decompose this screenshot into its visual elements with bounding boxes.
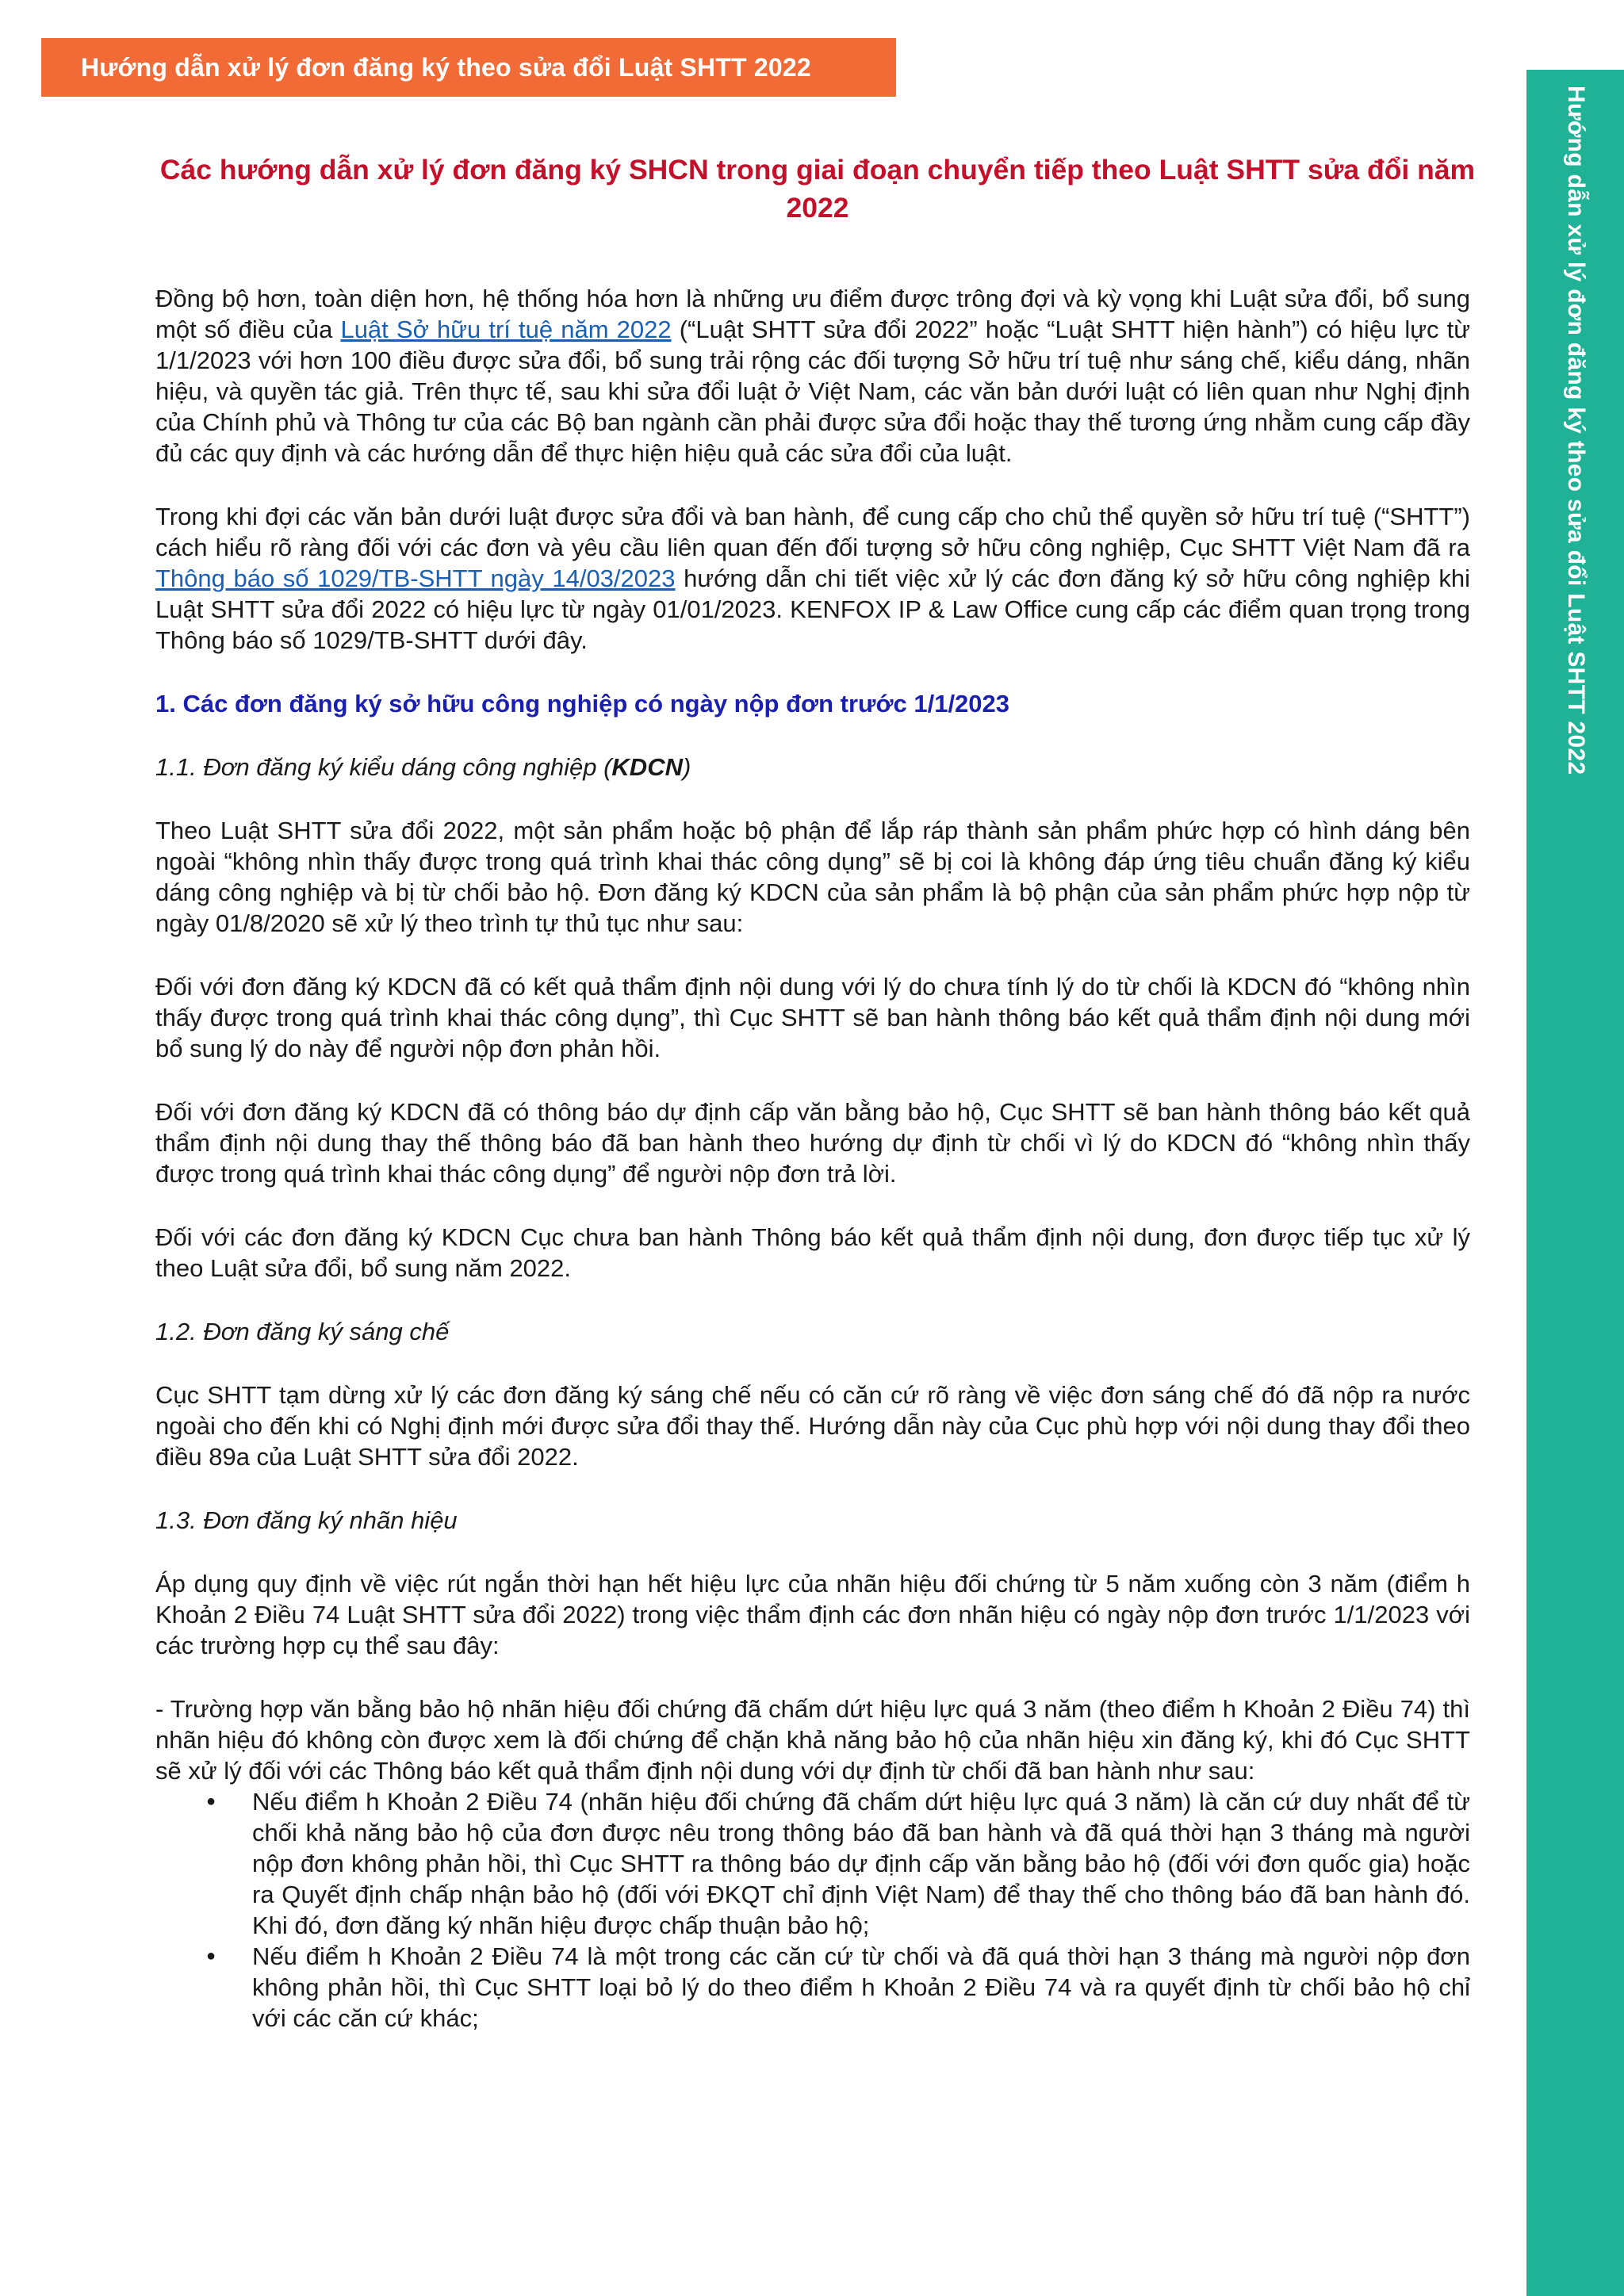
subsection-1-2-heading: 1.2. Đơn đăng ký sáng chế bbox=[155, 1318, 450, 1345]
intro-text-after: (“Luật SHTT sửa đổi 2022” hoặc “Luật SHTT hiện hành”) có hiệu lực từ 1/1/2023 với hơn 100 điều được sửa đổi, bổ sung trải rộng các đối tượng Sở hữu trí tuệ như sáng chế, kiểu dáng, nhãn hiệu, và quyền tác giả. Trên thực tế, sau khi sửa đổi luật ở Việt Nam, các văn bản dưới luật có liên quan như Nghị định của Chính phủ và Thông tư của các Bộ ban ngành cần phải được sửa đổi hoặc thay thế tương ứng nhằm cung cấp đầy đủ các quy định và các hướng dẫn để thực hiện hiệu quả các sửa đổi của luật. bbox=[155, 316, 1470, 467]
subsection-1-1-text: 1.1. Đơn đăng ký kiểu dáng công nghiệp ( bbox=[155, 753, 612, 781]
subsection-1-1-close: ) bbox=[682, 753, 691, 781]
document-title: Các hướng dẫn xử lý đơn đăng ký SHCN trong giai đoạn chuyển tiếp theo Luật SHTT sửa đổi năm 2022 bbox=[159, 154, 1476, 224]
side-tab-label: Hướng dẫn xử lý đơn đăng ký theo sửa đổi Luật SHTT 2022 bbox=[1563, 86, 1589, 775]
header-tab bbox=[41, 38, 896, 97]
intro-text-before: Đồng bộ hơn, toàn diện hơn, hệ thống hóa hơn là những ưu điểm được trông đợi và kỳ vọng khi Luật sửa đổi, bổ sung một số điều của bbox=[155, 285, 1470, 343]
list-item: ● Nếu điểm h Khoản 2 Điều 74 là một trong các căn cứ từ chối và đã quá thời hạn 3 tháng mà người nộp đơn không phản hồi, thì Cục SHTT loại bỏ lý do theo điểm h Khoản 2 Điều 74 và ra quyết định từ chối bảo hộ chỉ với các căn cứ khác; bbox=[252, 1941, 1470, 2034]
list-item: ● Nếu điểm h Khoản 2 Điều 74 (nhãn hiệu đối chứng đã chấm dứt hiệu lực quá 3 năm) là căn cứ duy nhất để từ chối khả năng bảo hộ của đơn được nêu trong thông báo đã ban hành và đã quá thời hạn 3 tháng mà người nộp đơn không phản hồi, thì Cục SHTT ra thông báo dự định cấp văn bằng bảo hộ (đối với đơn quốc gia) hoặc ra Quyết định chấp nhận bảo hộ (đối với ĐKQT chỉ định Việt Nam) để thay thế cho thông báo đã ban hành đó. Khi đó, đơn đăng ký nhãn hiệu được chấp thuận bảo hộ; bbox=[252, 1786, 1470, 1941]
paragraph-1-2: Cục SHTT tạm dừng xử lý các đơn đăng ký sáng chế nếu có căn cứ rõ ràng về việc đơn sáng chế đó đã nộp ra nước ngoài cho đến khi có Nghị định mới được sửa đổi thay thế. Hướng dẫn này của Cục phù hợp với nội dung thay đổi theo điều 89a của Luật SHTT sửa đổi 2022. bbox=[155, 1381, 1470, 1471]
notice-link[interactable]: Thông báo số 1029/TB-SHTT ngày 14/03/2023 bbox=[155, 564, 676, 592]
paragraph-1-1-b: Đối với đơn đăng ký KDCN đã có kết quả thẩm định nội dung với lý do chưa tính lý do từ chối là KDCN đó “không nhìn thấy được trong quá trình khai thác công dụng”, thì Cục SHTT sẽ ban hành thông báo kết quả thẩm định nội dung mới bổ sung lý do này để người nộp đơn phản hồi. bbox=[155, 973, 1470, 1062]
header-tab-label: Hướng dẫn xử lý đơn đăng ký theo sửa đổi Luật SHTT 2022 bbox=[81, 52, 811, 82]
section-1-heading: 1. Các đơn đăng ký sở hữu công nghiệp có ngày nộp đơn trước 1/1/2023 bbox=[155, 690, 1010, 718]
notice-paragraph bbox=[155, 501, 1470, 656]
paragraph-1-3-b: - Trường hợp văn bằng bảo hộ nhãn hiệu đối chứng đã chấm dứt hiệu lực quá 3 năm (theo điểm h Khoản 2 Điều 74) thì nhãn hiệu đó không còn được xem là đối chứng để chặn khả năng bảo hộ của nhãn hiệu xin đăng ký, khi đó Cục SHTT sẽ xử lý đối với các Thông báo kết quả thẩm định nội dung với dự định từ chối đã ban hành như sau: bbox=[155, 1695, 1470, 1785]
side-tab bbox=[1526, 70, 1624, 2296]
notice-text-after: hướng dẫn chi tiết việc xử lý các đơn đăng ký sở hữu công nghiệp khi Luật SHTT sửa đổi 2022 có hiệu lực từ ngày 01/01/2023. KENFOX IP & Law Office cung cấp các điểm quan trọng trong Thông báo số 1029/TB-SHTT dưới đây. bbox=[155, 564, 1470, 654]
subsection-1-1-bold: KDCN bbox=[611, 753, 683, 781]
paragraph-1-1-a: Theo Luật SHTT sửa đổi 2022, một sản phẩm hoặc bộ phận để lắp ráp thành sản phẩm phức hợp có hình dáng bên ngoài “không nhìn thấy được trong quá trình khai thác công dụng” sẽ bị coi là không đáp ứng tiêu chuẩn đăng ký kiểu dáng công nghiệp và bị từ chối bảo hộ. Đơn đăng ký KDCN của sản phẩm là bộ phận của sản phẩm phức hợp nộp từ ngày 01/8/2020 sẽ xử lý theo trình tự thủ tục như sau: bbox=[155, 817, 1470, 937]
subsection-1-3-heading: 1.3. Đơn đăng ký nhãn hiệu bbox=[155, 1506, 458, 1534]
law-link[interactable]: Luật Sở hữu trí tuệ năm 2022 bbox=[340, 316, 672, 343]
paragraph-1-1-d: Đối với các đơn đăng ký KDCN Cục chưa ban hành Thông báo kết quả thẩm định nội dung, đơn được tiếp tục xử lý theo Luật sửa đổi, bổ sung năm 2022. bbox=[155, 1223, 1470, 1282]
notice-text-before: Trong khi đợi các văn bản dưới luật được sửa đổi và ban hành, để cung cấp cho chủ thể quyền sở hữu trí tuệ (“SHTT”) cách hiểu rõ ràng đối với các đơn và yêu cầu liên quan đến đối tượng sở hữu công nghiệp, Cục SHTT Việt Nam đã ra bbox=[155, 503, 1470, 561]
document-body bbox=[155, 283, 1470, 2034]
paragraph-1-1-c: Đối với đơn đăng ký KDCN đã có thông báo dự định cấp văn bằng bảo hộ, Cục SHTT sẽ ban hành thông báo kết quả thẩm định nội dung thay thế thông báo đã ban hành theo hướng dự định từ chối vì lý do KDCN đó “không nhìn thấy được trong quá trình khai thác công dụng” để người nộp đơn trả lời. bbox=[155, 1098, 1470, 1188]
subsection-1-1-heading bbox=[155, 752, 1470, 783]
intro-paragraph bbox=[155, 283, 1470, 469]
paragraph-1-3-a: Áp dụng quy định về việc rút ngắn thời hạn hết hiệu lực của nhãn hiệu đối chứng từ 5 năm xuống còn 3 năm (điểm h Khoản 2 Điều 74 Luật SHTT sửa đổi 2022) trong việc thẩm định các đơn nhãn hiệu có ngày nộp đơn trước 1/1/2023 với các trường hợp cụ thể sau đây: bbox=[155, 1570, 1470, 1659]
bullet-list bbox=[155, 1786, 1470, 2034]
